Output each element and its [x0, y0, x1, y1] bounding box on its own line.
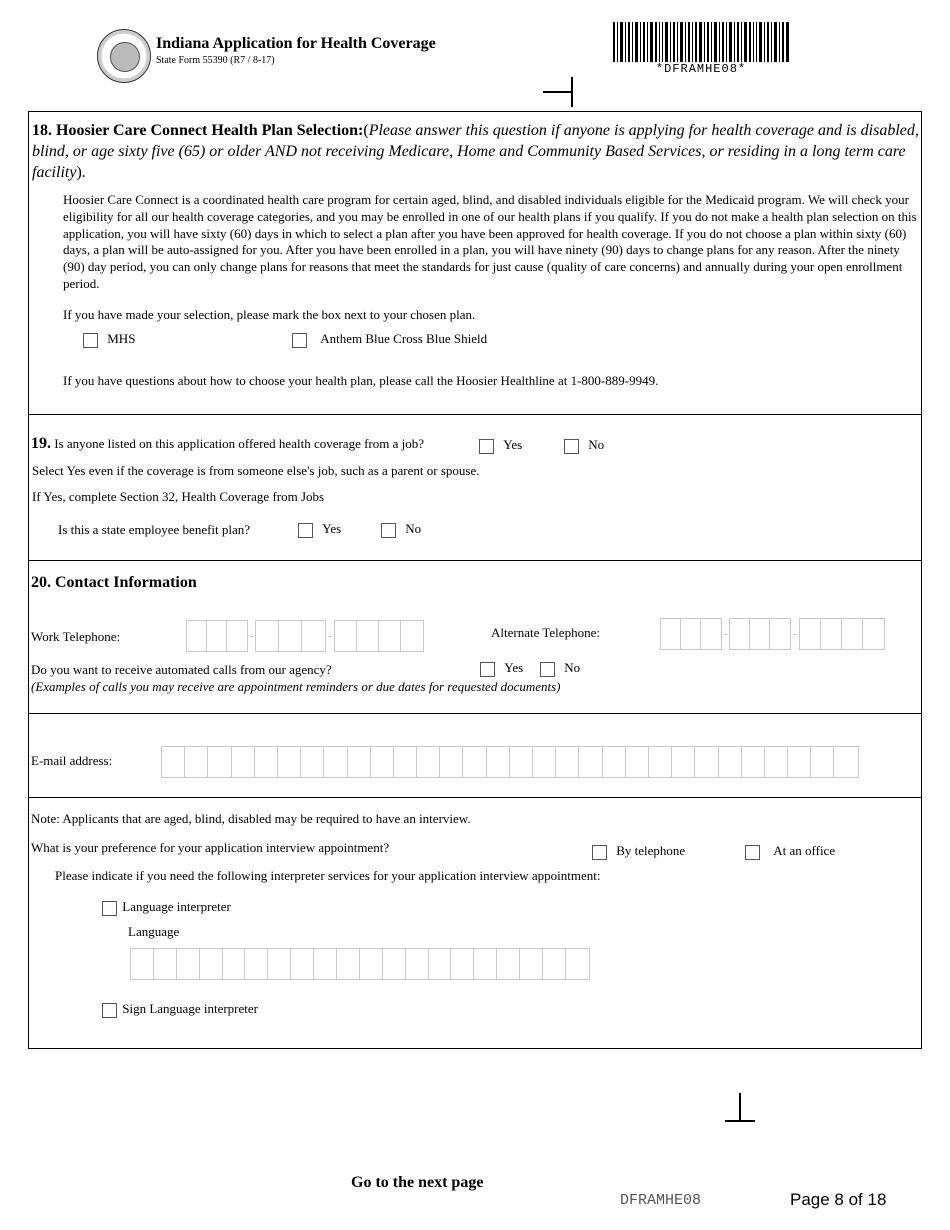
checkbox-language-interpreter[interactable] — [102, 901, 117, 916]
comb-box — [337, 949, 360, 979]
comb-box — [672, 747, 695, 777]
comb-box — [695, 747, 718, 777]
section-18-heading: 18. Hoosier Care Connect Health Plan Selection:(Please answer this question if anyone is applying for health coverage and is disabled, blind, or age sixty five (65) or older AND not receiving Medicare, Home and Community Based Services, or residing in a long term care facility). — [32, 122, 919, 181]
comb-box — [232, 747, 255, 777]
section-20-heading: 20. Contact Information — [31, 574, 197, 591]
email-label: E-mail address: — [31, 753, 113, 768]
language-input[interactable] — [130, 948, 590, 980]
by-telephone-option[interactable]: By telephone — [592, 843, 685, 860]
comb-box — [474, 949, 497, 979]
state-plan-no-option[interactable]: No — [381, 521, 421, 538]
checkbox-q19-no[interactable] — [564, 439, 579, 454]
language-interpreter-option[interactable]: Language interpreter — [102, 899, 231, 916]
comb-box — [417, 747, 440, 777]
q19-note-section-32: If Yes, complete Section 32, Health Coverage from Jobs — [32, 489, 325, 504]
state-plan-question: Is this a state employee benefit plan? — [58, 522, 251, 537]
registration-mark-bottom — [725, 1093, 757, 1123]
auto-calls-yes-option[interactable]: Yes — [480, 660, 523, 677]
auto-calls-note: (Examples of calls you may receive are appointment reminders or due dates for requested documents) — [31, 679, 561, 694]
page-number: Page 8 of 18 — [790, 1190, 887, 1209]
comb-box — [556, 747, 579, 777]
section-18-description: Hoosier Care Connect is a coordinated health care program for certain aged, blind, and disabled individuals eligible for the Medicaid program. We will check your eligibility for all our health coverage categories, and you may be enrolled in one of our health plans if you qualify. If you do not make a health plan selection on this application, you will have sixty (60) days in which to select a plan after you have been approved for health coverage. If you do not choose a plan within sixty (60) days, a plan will be auto-assigned for you. After you have been enrolled in a plan, you will have ninety (90) days to change plans for any reason. After the ninety (90) day period, you can only change plans for reasons that meet the standards for just cause (quality of care concerns) and annually during your open enrollment period. — [63, 192, 917, 291]
section-email — [28, 713, 922, 798]
comb-box — [324, 747, 347, 777]
comb-box — [603, 747, 626, 777]
checkbox-sign-language[interactable] — [102, 1003, 117, 1018]
section-20-contact — [28, 560, 922, 714]
checkbox-q19-yes[interactable] — [479, 439, 494, 454]
section-18-plan-selection — [28, 111, 922, 415]
comb-box — [533, 747, 556, 777]
comb-box — [255, 747, 278, 777]
auto-calls-no-option[interactable]: No — [540, 660, 580, 677]
question-19-text: Is anyone listed on this application offered health coverage from a job? — [54, 436, 425, 451]
comb-box — [245, 949, 268, 979]
comb-box — [440, 747, 463, 777]
comb-box — [566, 949, 589, 979]
work-phone-label: Work Telephone: — [31, 629, 121, 644]
question-19-number: 19. — [31, 435, 51, 452]
checkbox-auto-calls-yes[interactable] — [480, 662, 495, 677]
comb-box — [429, 949, 452, 979]
option-mhs[interactable]: MHS — [83, 331, 135, 348]
checkbox-auto-calls-no[interactable] — [540, 662, 555, 677]
comb-box — [543, 949, 566, 979]
section-19-job-coverage — [28, 414, 922, 561]
comb-box — [811, 747, 834, 777]
comb-box — [719, 747, 742, 777]
email-input[interactable] — [161, 746, 859, 778]
sign-language-option[interactable]: Sign Language interpreter — [102, 1001, 258, 1018]
comb-box — [177, 949, 200, 979]
comb-box — [579, 747, 602, 777]
comb-box — [348, 747, 371, 777]
comb-box — [834, 747, 857, 777]
comb-box — [742, 747, 765, 777]
comb-box — [520, 949, 543, 979]
comb-box — [185, 747, 208, 777]
interpreter-prompt: Please indicate if you need the following interpreter services for your application interview appointment: — [55, 868, 601, 883]
comb-box — [487, 747, 510, 777]
barcode-text: *DFRAMHE08* — [655, 62, 747, 76]
barcode — [613, 22, 789, 62]
comb-box — [371, 747, 394, 777]
comb-box — [510, 747, 533, 777]
alt-phone-input[interactable]: - - — [660, 618, 885, 650]
comb-box — [497, 949, 520, 979]
checkbox-anthem[interactable] — [292, 333, 307, 348]
state-seal-logo — [97, 29, 151, 83]
comb-box — [765, 747, 788, 777]
work-phone-input[interactable]: - - — [186, 620, 424, 652]
comb-box — [154, 949, 177, 979]
interview-note: Note: Applicants that are aged, blind, disabled may be required to have an interview. — [31, 811, 471, 826]
comb-box — [278, 747, 301, 777]
comb-box — [406, 949, 429, 979]
checkbox-state-yes[interactable] — [298, 523, 313, 538]
comb-box — [314, 949, 337, 979]
comb-box — [162, 747, 185, 777]
comb-box — [360, 949, 383, 979]
checkbox-state-no[interactable] — [381, 523, 396, 538]
form-title: Indiana Application for Health Coverage — [156, 35, 436, 52]
at-office-option[interactable]: At an office — [745, 843, 835, 860]
comb-box — [208, 747, 231, 777]
state-plan-yes-option[interactable]: Yes — [298, 521, 341, 538]
go-to-next-page: Go to the next page — [351, 1174, 484, 1191]
comb-box — [200, 949, 223, 979]
interview-preference-question: What is your preference for your application interview appointment? — [31, 840, 390, 855]
form-number: State Form 55390 (R7 / 8-17) — [156, 55, 275, 66]
comb-box — [626, 747, 649, 777]
comb-box — [394, 747, 417, 777]
q19-yes-option[interactable]: Yes — [479, 437, 522, 454]
registration-mark-top — [543, 77, 575, 107]
comb-box — [268, 949, 291, 979]
comb-box — [131, 949, 154, 979]
language-label: Language — [128, 924, 180, 939]
comb-box — [383, 949, 406, 979]
option-anthem[interactable]: Anthem Blue Cross Blue Shield — [292, 331, 487, 348]
checkbox-at-office[interactable] — [745, 845, 760, 860]
comb-box — [451, 949, 474, 979]
form-code: DFRAMHE08 — [620, 1192, 702, 1209]
mark-plan-prompt: If you have made your selection, please mark the box next to your chosen plan. — [63, 307, 476, 322]
comb-box — [291, 949, 314, 979]
alt-phone-label: Alternate Telephone: — [491, 625, 600, 640]
comb-box — [649, 747, 672, 777]
checkbox-mhs[interactable] — [83, 333, 98, 348]
checkbox-by-telephone[interactable] — [592, 845, 607, 860]
section-interview — [28, 797, 922, 1049]
comb-box — [463, 747, 486, 777]
healthline-info: If you have questions about how to choose your health plan, please call the Hoosier Healthline at 1-800-889-9949. — [63, 373, 659, 388]
comb-box — [223, 949, 246, 979]
comb-box — [788, 747, 811, 777]
comb-box — [301, 747, 324, 777]
q19-note-someone-else: Select Yes even if the coverage is from someone else's job, such as a parent or spouse. — [32, 463, 480, 478]
q19-no-option[interactable]: No — [564, 437, 604, 454]
auto-calls-question: Do you want to receive automated calls from our agency? — [31, 662, 332, 677]
